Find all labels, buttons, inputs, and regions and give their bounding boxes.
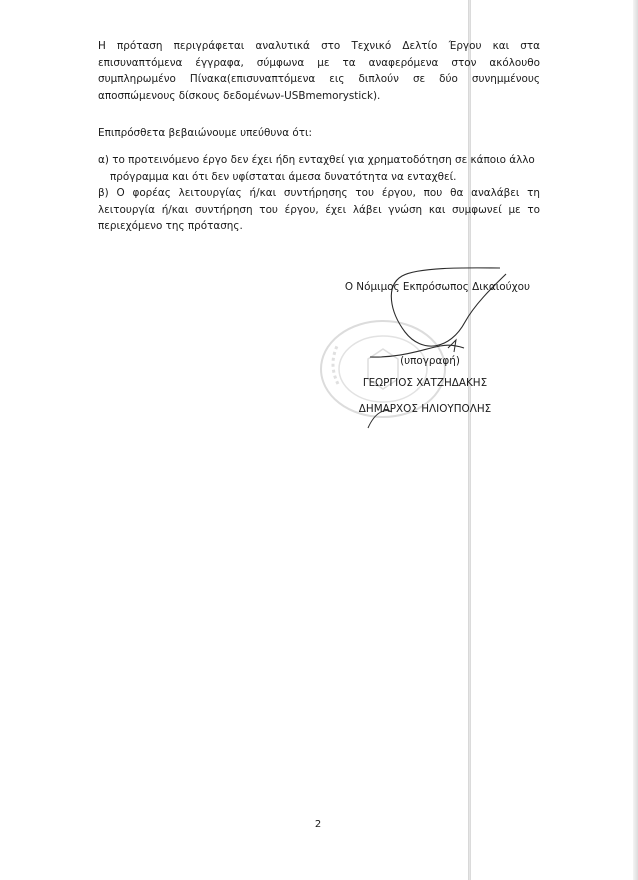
paragraph-declaration-intro: Επιπρόσθετα βεβαιώνουμε υπεύθυνα ότι: (98, 127, 313, 139)
signer-role: Ο Νόμιμος Εκπρόσωπος Δικαιούχου (344, 281, 530, 293)
list-item-a-line2: πρόγραμμα και ότι δεν υφίσταται άμεσα δυνατότητα να ενταχθεί. (110, 170, 457, 183)
signer-name: ΓΕΩΡΓΙΟΣ ΧΑΤΖΗΔΑΚΗΣ (362, 377, 488, 389)
list-item-a-line1: α) το προτεινόμενο έργο δεν έχει ήδη ενταχθεί για χρηματοδότηση σε κάποιο άλλο (98, 154, 535, 166)
scan-edge-shadow (633, 0, 638, 880)
paragraph-proposal-description: Η πρόταση περιγράφεται αναλυτικά στο Τεχνικό Δελτίο Έργου και στα επισυναπτόμενα έγγραφα, σύμφωνα με τα αναφερόμενα στον ακόλουθο συμπληρωμένο Πίνακα(επισυναπτόμενα εις διπλούν σε δύο συνημμένους αποσπώμενους δίσκους δεδομένων-USBmemorystick). (98, 40, 540, 102)
list-item-a (98, 152, 540, 185)
signature-label: (υπογραφή) (400, 355, 460, 367)
page-number: 2 (314, 819, 322, 830)
signer-office: ΔΗΜΑΡΧΟΣ ΗΛΙΟΥΠΟΛΗΣ (358, 403, 492, 415)
list-item-b: β) Ο φορέας λειτουργίας ή/και συντήρησης του έργου, που θα αναλάβει τη λειτουργία ή/και συντήρηση του έργου, έχει λάβει γνώση και συμφωνεί με το περιεχόμενο της πρότασης. (98, 187, 540, 233)
